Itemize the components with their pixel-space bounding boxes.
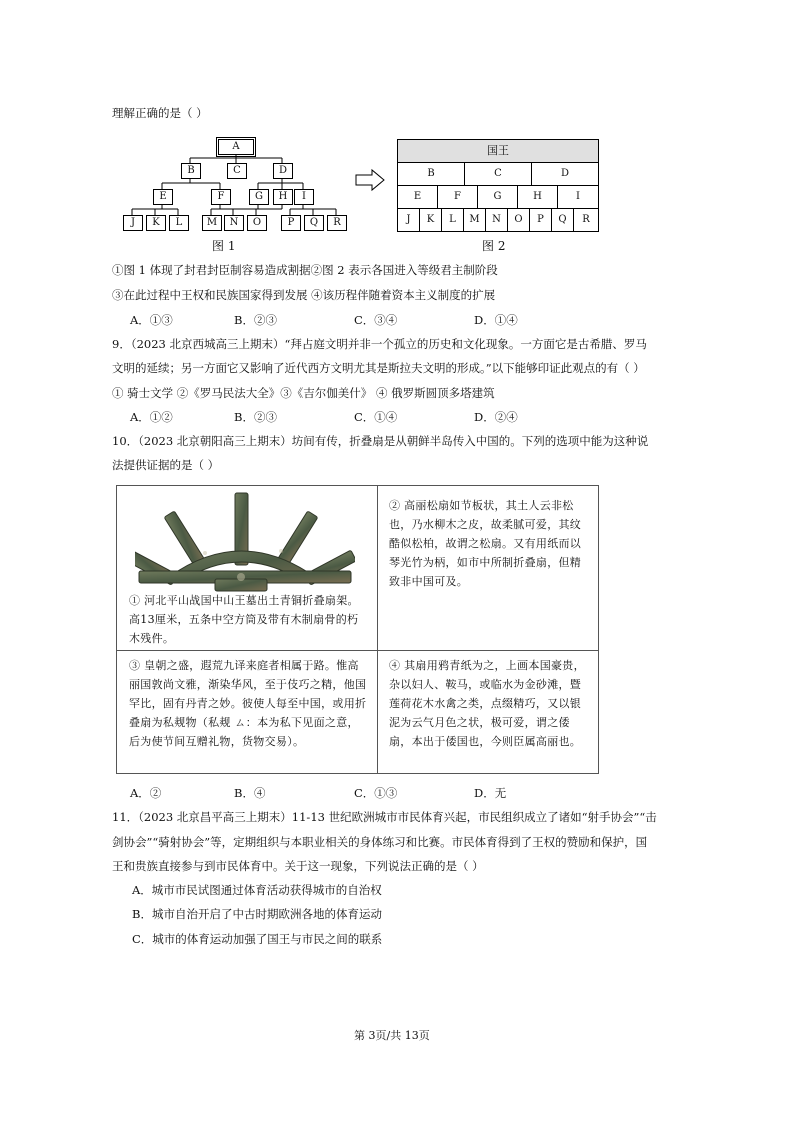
node-level4: O [247,215,267,231]
q10-option-c[interactable]: C．①③ [354,786,398,800]
q8-option-a[interactable]: A．①③ [130,313,173,327]
table-cell: C [464,162,532,186]
node-level4: R [327,215,347,231]
table-header: 国王 [397,139,599,163]
evidence-cell-1: ① 河北平山战国中山王墓出土青铜折叠扇架。高13厘米，五条中空方筒及带有木制扇骨的朽木残件。 [129,594,359,645]
q11-option-b[interactable]: B．城市自治开启了中古时期欧洲各地的体育运动 [132,907,382,921]
node-level4: Q [304,215,324,231]
q8-option-d[interactable]: D．①④ [474,313,518,327]
table-cell: L [441,208,464,232]
node-level3: I [294,189,314,205]
intro-text: 理解正确的是（ ） [112,106,208,120]
page-footer: 第 3页/共 13页 [354,1029,430,1042]
node-level2: B [181,163,201,179]
q9-line2: 文明的延续；另一方面它又影响了近代西方文明尤其是斯拉夫文明的形成。”以下能够印证此观点的有（ ） [112,361,645,375]
evidence-cell-2: ② 高丽松扇如节板状，其土人云非松也，乃水柳木之皮，故柔腻可爱，其纹酷似松柏，故谓之松扇。又有用纸而以琴光竹为柄，如市中所制折叠扇，但精致非中国可及。 [389,499,582,588]
table-cell: N [485,208,508,232]
table-cell: R [573,208,599,232]
q11-line2: 剑协会”“骑射协会”等，定期组织与本职业相关的身体练习和比赛。市民体育得到了王权的赞励和保护，国 [112,835,648,849]
table-cell: E [397,185,438,209]
table-cell: P [529,208,552,232]
q8-option-b[interactable]: B．②③ [234,313,277,327]
q11-line3: 王和贵族直接参与到市民体育中。关于这一现象，下列说法正确的是（ ） [112,859,484,873]
node-level4: L [169,215,189,231]
q10-option-d[interactable]: D．无 [474,786,507,800]
q9-option-a[interactable]: A．①② [130,410,173,424]
q11-option-c[interactable]: C．城市的体育运动加强了国王与市民之间的联系 [132,932,383,946]
q10-option-b[interactable]: B．④ [234,786,266,800]
node-level3: E [153,189,173,205]
node-root: A [218,139,254,155]
node-level4: N [224,215,244,231]
q8-statement1: ①图 1 体现了封君封臣制容易造成割据②图 2 表示各国进入等级君主制阶段 [112,263,498,277]
node-level3: G [249,189,269,205]
table-cell: O [507,208,530,232]
node-level4: J [123,215,143,231]
q9-option-c[interactable]: C．①④ [354,410,398,424]
node-level4: P [281,215,301,231]
table-cell: K [419,208,442,232]
table-cell: Q [551,208,574,232]
table-cell: M [463,208,486,232]
figure2-caption: 图 2 [482,239,506,253]
node-level2: C [227,163,247,179]
node-level2: D [273,163,293,179]
node-level4: K [146,215,166,231]
bronze-fan-frame-image [135,491,355,593]
table-cell: B [397,162,465,186]
grid-divider-horizontal [117,650,598,651]
q8-statement2: ③在此过程中王权和民族国家得到发展 ④该历程伴随着资本主义制度的扩展 [112,288,496,302]
q9-option-d[interactable]: D．②④ [474,410,518,424]
q9-option-b[interactable]: B．②③ [234,410,277,424]
evidence-cell-3: ③ 皇朝之盛，遐荒九译来庭者相属于路。惟高丽国敦尚文雅，渐染华风，至于伎巧之精，他国罕比，固有丹青之妙。彼使人每至中国，或用折叠扇为私觌物（私觌 ㄙ：本为私下见面之意，后为使节间互赠礼物，货物交易）。 [129,659,367,748]
table-cell: I [557,185,599,209]
grid-divider-vertical [377,486,378,773]
q11-option-a[interactable]: A．城市市民试图通过体育活动获得城市的自治权 [132,883,382,897]
q10-evidence-grid [116,485,599,774]
node-level4: M [202,215,222,231]
table-cell: H [517,185,558,209]
q10-line2: 法提供证据的是（ ） [112,458,220,472]
evidence-cell-4: ④ 其扇用鸦青纸为之，上画本国豪贵，杂以妇人、鞍马，或临水为金砂滩，暨莲荷花木水禽之类，点缀精巧，又以银泥为云气月色之状，极可爱，谓之倭扇，本出于倭国也，今则臣属高丽也。 [389,659,585,748]
arrow-icon [356,170,384,190]
q10-line1: 10．（2023 北京朝阳高三上期末）坊间有传，折叠扇是从朝鲜半岛传入中国的。下列的选项中能为这种说 [112,434,649,448]
figure1-caption: 图 1 [212,239,236,253]
table-cell: J [397,208,420,232]
table-cell: D [531,162,599,186]
table-cell: G [477,185,518,209]
q9-line1: 9．（2023 北京西城高三上期末）“拜占庭文明并非一个孤立的历史和文化现象。一方面它是古希腊、罗马 [112,337,647,351]
table-cell: F [437,185,478,209]
q11-line1: 11．（2023 北京昌平高三上期末）11-13 世纪欧洲城市市民体育兴起，市民组织成立了诸如“射手协会”“击 [112,810,657,824]
node-level3: H [273,189,293,205]
node-level3: F [211,189,231,205]
q8-option-c[interactable]: C．③④ [354,313,398,327]
q9-line3: ① 骑士文学 ②《罗马民法大全》③《吉尔伽美什》 ④ 俄罗斯圆顶多塔建筑 [112,386,495,400]
q10-option-a[interactable]: A．② [130,786,162,800]
